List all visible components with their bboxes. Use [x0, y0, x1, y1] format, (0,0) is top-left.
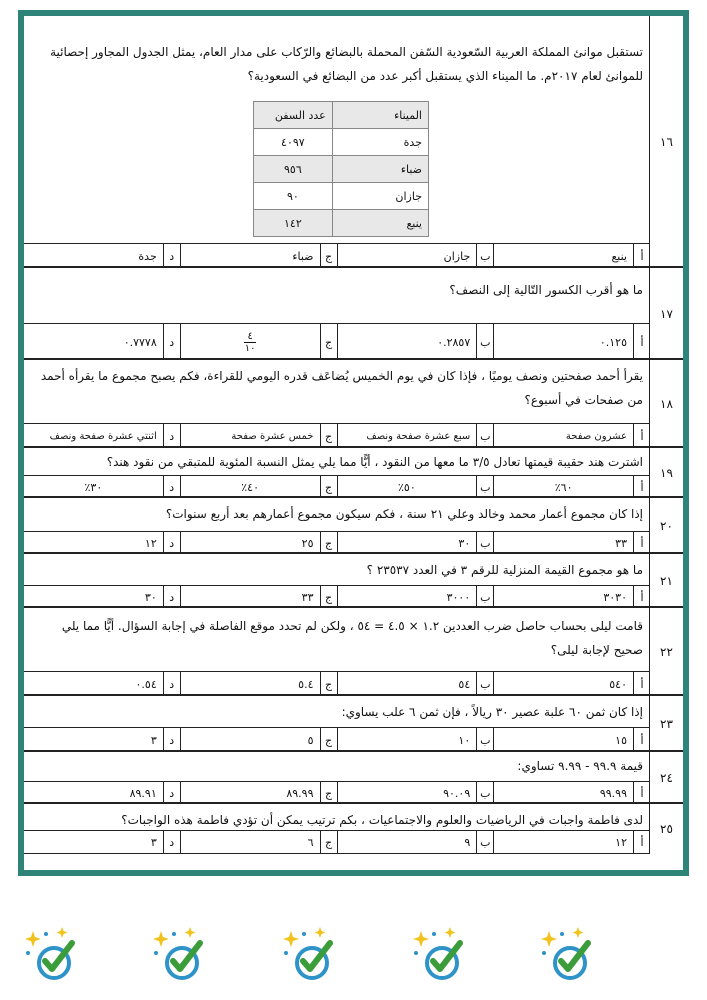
option-value: ٣٠: [144, 590, 157, 604]
table-cell: ضباء: [332, 156, 428, 183]
option-value: اثنتي عشرة صفحة ونصف: [49, 430, 157, 442]
question-21: [24, 554, 683, 608]
option-b[interactable]: [337, 324, 494, 360]
option-a[interactable]: [493, 424, 650, 448]
option-d[interactable]: [24, 476, 180, 498]
question-number: ١٨: [649, 360, 683, 448]
option-letter: أ: [633, 532, 650, 554]
options-row: [24, 243, 650, 268]
table-cell: جازان: [332, 183, 428, 210]
option-letter: ج: [320, 244, 337, 268]
option-letter: ب: [476, 831, 493, 853]
option-value: ٨٩.٩١: [129, 786, 157, 800]
option-letter: ج: [320, 782, 337, 804]
check-sticker-icon: [410, 925, 470, 985]
option-value: ٠.٥٤: [135, 677, 157, 691]
question-number: ٢٥: [649, 804, 683, 854]
question-text: إذا كان مجموع أعمار محمد وخالد وعلي ٢١ سنة ، فكم سيكون مجموع أعمارهم بعد أربع سنوات؟: [165, 507, 643, 521]
table-cell: ينبع: [332, 210, 428, 237]
question-number: ٢١: [649, 554, 683, 608]
option-b[interactable]: [337, 782, 494, 804]
option-a[interactable]: [493, 728, 650, 752]
option-b[interactable]: [337, 476, 494, 498]
option-letter: د: [163, 532, 180, 554]
option-c[interactable]: [180, 728, 337, 752]
option-a[interactable]: [493, 782, 650, 804]
option-letter: ج: [320, 586, 337, 608]
question-text: اشترت هند حقيبة قيمتها تعادل ٣/٥ ما معها من النقود ، أيًّا مما يلي يمثل النسبة المئوية للمتبقي من نقود هند؟: [106, 455, 643, 469]
question-number: ١٦: [649, 16, 683, 268]
question-text: قيمة ٩٩.٩ - ٩.٩٩ تساوي:: [517, 759, 643, 773]
option-value: ٣٠٠٠: [446, 590, 471, 604]
option-value: ٥٤: [458, 677, 471, 691]
check-sticker-icon: [22, 925, 82, 985]
option-c[interactable]: [180, 244, 337, 268]
option-value: ٣٣: [301, 590, 314, 604]
table-header-port: الميناء: [332, 102, 428, 129]
option-a[interactable]: [493, 244, 650, 268]
option-a[interactable]: [493, 324, 650, 360]
option-d[interactable]: [24, 324, 180, 360]
question-number: ١٧: [649, 268, 683, 360]
option-value: سبع عشرة صفحة ونصف: [366, 430, 471, 442]
option-letter: د: [163, 244, 180, 268]
options-row: [24, 531, 650, 554]
options-row: [24, 475, 650, 498]
option-letter: ج: [320, 476, 337, 498]
ports-table: [253, 101, 429, 237]
table-row: [254, 183, 429, 210]
question-18: [24, 360, 683, 448]
question-text: يقرأ أحمد صفحتين ونصف يوميًا ، فإذا كان في يوم الخميس يُضاعَف قدره اليومي للقراءة، فكم يصبح مجموع ما يقرأه أحمد من صفحات في أسبوع؟: [40, 369, 643, 407]
question-text: ما هو أقرب الكسور التّالية إلى النصف؟: [449, 283, 643, 297]
option-letter: أ: [633, 324, 650, 360]
option-value: ٣٠٣٠: [603, 590, 627, 604]
sticker-row: [0, 925, 707, 995]
fraction-numerator: ٤: [247, 330, 253, 342]
question-16: [24, 16, 683, 268]
option-letter: د: [163, 831, 180, 853]
table-cell: ٩٠: [254, 183, 333, 210]
option-value: ضباء: [292, 249, 314, 263]
option-d[interactable]: [24, 532, 180, 554]
table-row: [254, 156, 429, 183]
option-letter: ب: [476, 782, 493, 804]
option-b[interactable]: [337, 831, 494, 853]
options-row: [24, 323, 650, 360]
check-sticker-icon: [150, 925, 210, 985]
option-a[interactable]: [493, 532, 650, 554]
option-c[interactable]: [180, 831, 337, 853]
option-value: ٠.٧٧٧٨: [123, 335, 157, 349]
question-number: ٢٣: [649, 696, 683, 752]
option-c[interactable]: [180, 532, 337, 554]
table-row: [254, 102, 429, 129]
question-25: [24, 804, 683, 870]
option-a[interactable]: [493, 586, 650, 608]
option-b[interactable]: [337, 532, 494, 554]
question-number: ١٩: [649, 448, 683, 498]
option-value: خمس عشرة صفحة: [231, 430, 314, 442]
option-value: ٩٩.٩٩: [599, 786, 627, 800]
option-letter: ب: [476, 424, 493, 448]
option-letter: د: [163, 782, 180, 804]
option-letter: ج: [320, 424, 337, 448]
option-value: ٣٣: [615, 536, 627, 550]
option-value: ٩٠.٠٩: [443, 786, 471, 800]
check-sticker-icon: [538, 925, 598, 985]
options-row: [24, 585, 650, 608]
option-value: جدة: [138, 249, 157, 263]
question-17: [24, 268, 683, 360]
question-24: [24, 752, 683, 804]
option-value: [181, 331, 320, 354]
question-20: [24, 498, 683, 554]
worksheet-frame: [18, 10, 689, 876]
option-letter: أ: [633, 476, 650, 498]
option-value: ١٠: [458, 733, 471, 747]
question-text: تستقبل موانئ المملكة العربية السّعودية السّفن المحملة بالبضائع والرّكاب على مدار العام، يمثل الجدول المجاور إحصائية للموانئ لعام ٢٠١٧م. ما الميناء الذي يستقبل أكبر عدد من البضائع في السعودية؟: [50, 45, 643, 83]
question-number: ٢٠: [649, 498, 683, 554]
option-letter: ج: [320, 672, 337, 696]
option-value: ٢٥: [301, 536, 314, 550]
option-value: ينبع: [611, 249, 627, 263]
option-letter: ج: [320, 831, 337, 853]
table-row: [254, 129, 429, 156]
table-cell: جدة: [332, 129, 428, 156]
option-value: ٣٠٪: [84, 480, 103, 494]
option-letter: أ: [633, 586, 650, 608]
option-value: ١٥: [615, 733, 627, 747]
option-c[interactable]: [180, 476, 337, 498]
option-d[interactable]: [24, 424, 180, 448]
option-letter: أ: [633, 782, 650, 804]
option-d[interactable]: [24, 728, 180, 752]
option-letter: أ: [633, 244, 650, 268]
option-letter: ب: [476, 476, 493, 498]
option-d[interactable]: [24, 586, 180, 608]
option-value: ٨٩.٩٩: [286, 786, 314, 800]
option-d[interactable]: [24, 672, 180, 696]
option-letter: د: [163, 672, 180, 696]
option-value: ٠.٢٨٥٧: [437, 335, 471, 349]
option-letter: ج: [320, 324, 337, 360]
option-a[interactable]: [493, 476, 650, 498]
table-header-ships: عدد السفن: [254, 102, 333, 129]
option-letter: ب: [476, 672, 493, 696]
table-row: [254, 210, 429, 237]
option-value: ٥: [307, 733, 314, 747]
option-c[interactable]: [180, 424, 337, 448]
options-row: [24, 727, 650, 752]
question-text: ما هو مجموع القيمة المنزلية للرقم ٣ في العدد ٢٣٥٣٧ ؟: [366, 563, 643, 577]
option-letter: أ: [633, 672, 650, 696]
option-value: ١٢: [615, 835, 627, 849]
option-b[interactable]: [337, 728, 494, 752]
option-letter: ج: [320, 532, 337, 554]
options-row: [24, 830, 650, 854]
question-number: ٢٢: [649, 608, 683, 696]
question-19: [24, 448, 683, 498]
option-value: ٦٠٪: [554, 480, 573, 494]
worksheet: [24, 16, 683, 870]
option-b[interactable]: [337, 424, 494, 448]
fraction-denominator: ١٠: [244, 342, 256, 354]
option-a[interactable]: [493, 672, 650, 696]
option-letter: د: [163, 728, 180, 752]
question-number: ٢٤: [649, 752, 683, 804]
option-c[interactable]: [180, 586, 337, 608]
question-text: لدى فاطمة واجبات في الرياضيات والعلوم والاجتماعيات ، بكم ترتيب يمكن أن تؤدي فاطمة هذه الواجبات؟: [121, 813, 643, 827]
option-b[interactable]: [337, 586, 494, 608]
question-text: قامت ليلى بحساب حاصل ضرب العددين ١.٢ × ٤.٥ = ٥٤ ، ولكن لم تحدد موقع الفاصلة في إجابة السؤال. أيًّا مما يلي صحيح لإجابة ليلى؟: [61, 619, 643, 657]
option-value: ٥.٤: [298, 677, 314, 691]
option-b[interactable]: [337, 244, 494, 268]
option-d[interactable]: [24, 244, 180, 268]
question-22: [24, 608, 683, 696]
option-value: جازان: [443, 249, 471, 263]
table-cell: ٩٥٦: [254, 156, 333, 183]
check-sticker-icon: [280, 925, 340, 985]
option-letter: أ: [633, 728, 650, 752]
option-value: عشرون صفحة: [565, 430, 627, 442]
option-letter: ب: [476, 728, 493, 752]
option-letter: ب: [476, 586, 493, 608]
option-value: ١٢: [144, 536, 157, 550]
option-value: ٦: [307, 835, 314, 849]
option-d[interactable]: [24, 831, 180, 853]
option-value: ٣: [150, 835, 157, 849]
option-letter: د: [163, 476, 180, 498]
question-text: إذا كان ثمن ٦٠ علبة عصير ٣٠ ريالاً ، فإن ثمن ٦ علب يساوي:: [341, 705, 643, 719]
option-letter: د: [163, 324, 180, 360]
option-value: ٩: [464, 835, 471, 849]
options-row: [24, 781, 650, 804]
option-letter: ب: [476, 532, 493, 554]
option-c[interactable]: [180, 782, 337, 804]
option-letter: د: [163, 586, 180, 608]
option-letter: ج: [320, 728, 337, 752]
options-row: [24, 423, 650, 448]
option-value: ٤٠٪: [241, 480, 259, 494]
table-cell: ٤٠٩٧: [254, 129, 333, 156]
option-value: ٠.١٢٥: [599, 335, 627, 349]
option-value: ٥٤٠: [609, 677, 627, 691]
option-value: ٣: [150, 733, 157, 747]
options-row: [24, 671, 650, 696]
option-c[interactable]: [180, 324, 337, 360]
table-cell: ١٤٢: [254, 210, 333, 237]
option-letter: أ: [633, 424, 650, 448]
fraction: [244, 331, 256, 354]
option-value: ٣٠: [458, 536, 471, 550]
option-c[interactable]: [180, 672, 337, 696]
option-b[interactable]: [337, 672, 494, 696]
option-letter: ب: [476, 244, 493, 268]
option-a[interactable]: [493, 831, 650, 853]
option-letter: ب: [476, 324, 493, 360]
question-23: [24, 696, 683, 752]
option-letter: أ: [633, 831, 650, 853]
option-letter: د: [163, 424, 180, 448]
option-d[interactable]: [24, 782, 180, 804]
option-value: ٥٠٪: [398, 480, 416, 494]
